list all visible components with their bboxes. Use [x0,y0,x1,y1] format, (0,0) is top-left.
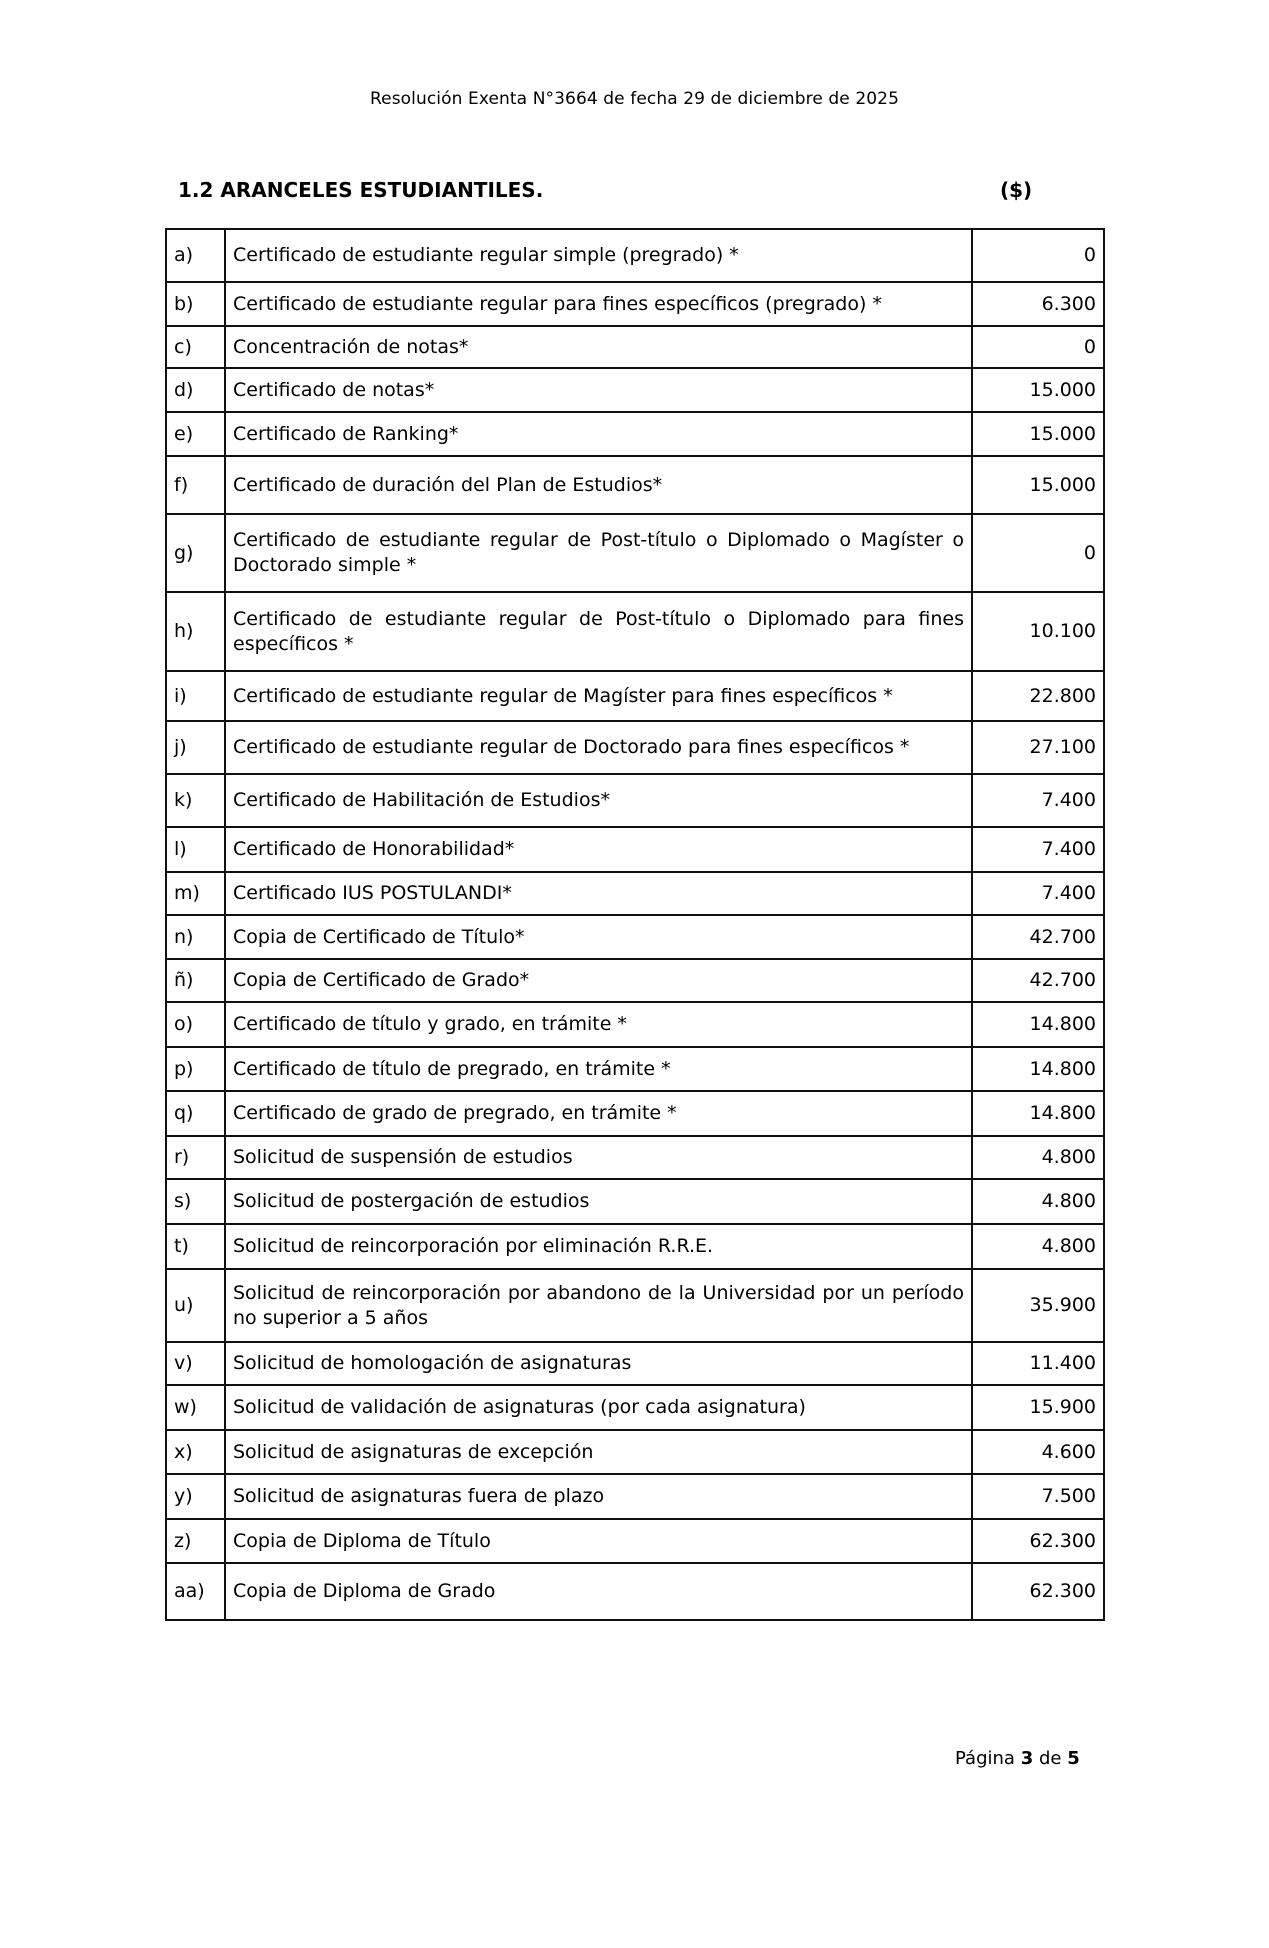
fee-amount: 7.400 [972,872,1104,915]
fee-row [166,368,1104,412]
current-page-number: 3 [1020,1748,1034,1769]
fee-description: Certificado de duración del Plan de Estudios* [225,456,972,514]
fee-row [166,412,1104,456]
fee-row [166,1047,1104,1091]
fee-description: Certificado IUS POSTULANDI* [225,872,972,915]
fee-letter: f) [166,456,225,514]
fee-row [166,872,1104,915]
fee-description: Certificado de notas* [225,368,972,412]
fee-description: Certificado de Ranking* [225,412,972,456]
fee-letter: g) [166,514,225,592]
fee-amount: 0 [972,229,1104,282]
fee-letter: u) [166,1269,225,1342]
fee-amount: 15.000 [972,368,1104,412]
fee-amount: 6.300 [972,282,1104,326]
fee-amount: 4.600 [972,1430,1104,1474]
fee-letter: r) [166,1136,225,1179]
fee-row [166,229,1104,282]
footer-separator: de [1038,1748,1062,1769]
fee-row [166,1385,1104,1430]
fee-amount: 15.900 [972,1385,1104,1430]
fee-amount: 4.800 [972,1224,1104,1269]
fee-row [166,1179,1104,1224]
fee-description: Solicitud de suspensión de estudios [225,1136,972,1179]
fee-letter: x) [166,1430,225,1474]
fee-row [166,959,1104,1002]
fee-description: Certificado de Habilitación de Estudios* [225,774,972,827]
total-pages-number: 5 [1067,1748,1080,1769]
fee-letter: y) [166,1474,225,1519]
fee-description: Solicitud de reincorporación por abandono de la Universidad por un período no superior a 5 años [225,1269,972,1342]
fee-letter: l) [166,827,225,872]
fee-amount: 11.400 [972,1342,1104,1385]
fee-amount: 15.000 [972,412,1104,456]
fee-description: Certificado de estudiante regular de Doctorado para fines específicos * [225,721,972,774]
fee-row [166,1519,1104,1563]
fee-description: Copia de Diploma de Grado [225,1563,972,1620]
fee-row [166,1342,1104,1385]
fee-row [166,1136,1104,1179]
fee-amount: 14.800 [972,1002,1104,1047]
fee-row [166,514,1104,592]
fee-amount: 35.900 [972,1269,1104,1342]
currency-label: ($) [1000,178,1033,202]
fee-description: Certificado de estudiante regular para fines específicos (pregrado) * [225,282,972,326]
fee-description: Certificado de estudiante regular de Post-título o Diplomado o Magíster o Doctorado simple * [225,514,972,592]
fee-row [166,1430,1104,1474]
fee-amount: 42.700 [972,959,1104,1002]
fee-description: Certificado de grado de pregrado, en trámite * [225,1091,972,1136]
fee-amount: 14.800 [972,1091,1104,1136]
fee-amount: 27.100 [972,721,1104,774]
fee-letter: m) [166,872,225,915]
fee-description: Solicitud de validación de asignaturas (por cada asignatura) [225,1385,972,1430]
fee-row [166,1474,1104,1519]
fee-amount: 42.700 [972,915,1104,959]
fee-description: Solicitud de reincorporación por eliminación R.R.E. [225,1224,972,1269]
running-header: Resolución Exenta N°3664 de fecha 29 de diciembre de 2025 [369,89,899,109]
fee-amount: 7.400 [972,774,1104,827]
fee-description: Copia de Diploma de Título [225,1519,972,1563]
fee-row [166,774,1104,827]
fee-letter: a) [166,229,225,282]
fee-description: Solicitud de asignaturas fuera de plazo [225,1474,972,1519]
footer-prefix: Página [955,1748,1015,1769]
fee-row [166,671,1104,721]
fee-letter: aa) [166,1563,225,1620]
fee-row [166,915,1104,959]
fee-description: Certificado de Honorabilidad* [225,827,972,872]
fee-letter: b) [166,282,225,326]
fee-row [166,827,1104,872]
fee-letter: ñ) [166,959,225,1002]
fee-amount: 7.500 [972,1474,1104,1519]
fee-row [166,592,1104,671]
fee-row [166,456,1104,514]
fee-row [166,721,1104,774]
fee-letter: n) [166,915,225,959]
fee-row [166,1269,1104,1342]
fee-amount: 4.800 [972,1179,1104,1224]
fee-letter: c) [166,326,225,368]
fee-row [166,1224,1104,1269]
fee-description: Concentración de notas* [225,326,972,368]
fee-description: Certificado de título y grado, en trámite * [225,1002,972,1047]
fee-description: Solicitud de postergación de estudios [225,1179,972,1224]
fee-description: Certificado de estudiante regular de Magíster para fines específicos * [225,671,972,721]
fee-description: Copia de Certificado de Grado* [225,959,972,1002]
fee-letter: e) [166,412,225,456]
fees-table-body [166,229,1104,1620]
fee-amount: 0 [972,326,1104,368]
fee-amount: 7.400 [972,827,1104,872]
fee-row [166,1002,1104,1047]
fee-letter: d) [166,368,225,412]
fee-row [166,1091,1104,1136]
fee-amount: 0 [972,514,1104,592]
fee-description: Certificado de estudiante regular de Post-título o Diplomado para fines específicos * [225,592,972,671]
fee-amount: 4.800 [972,1136,1104,1179]
fee-amount: 22.800 [972,671,1104,721]
fee-description: Copia de Certificado de Título* [225,915,972,959]
fee-letter: v) [166,1342,225,1385]
fee-row [166,282,1104,326]
fee-amount: 62.300 [972,1519,1104,1563]
fee-description: Solicitud de asignaturas de excepción [225,1430,972,1474]
page-footer [955,1748,1080,1769]
fee-row [166,326,1104,368]
fee-amount: 14.800 [972,1047,1104,1091]
fee-letter: o) [166,1002,225,1047]
fee-letter: q) [166,1091,225,1136]
fee-letter: z) [166,1519,225,1563]
fees-table [165,228,1105,1621]
fee-row [166,1563,1104,1620]
fee-letter: k) [166,774,225,827]
fee-letter: p) [166,1047,225,1091]
fee-amount: 62.300 [972,1563,1104,1620]
fee-description: Certificado de estudiante regular simple (pregrado) * [225,229,972,282]
fee-description: Solicitud de homologación de asignaturas [225,1342,972,1385]
fee-letter: s) [166,1179,225,1224]
section-title: 1.2 ARANCELES ESTUDIANTILES. [178,178,544,202]
fee-letter: i) [166,671,225,721]
fee-description: Certificado de título de pregrado, en trámite * [225,1047,972,1091]
fee-amount: 10.100 [972,592,1104,671]
fee-letter: w) [166,1385,225,1430]
fee-letter: t) [166,1224,225,1269]
fee-letter: h) [166,592,225,671]
fee-letter: j) [166,721,225,774]
fee-amount: 15.000 [972,456,1104,514]
